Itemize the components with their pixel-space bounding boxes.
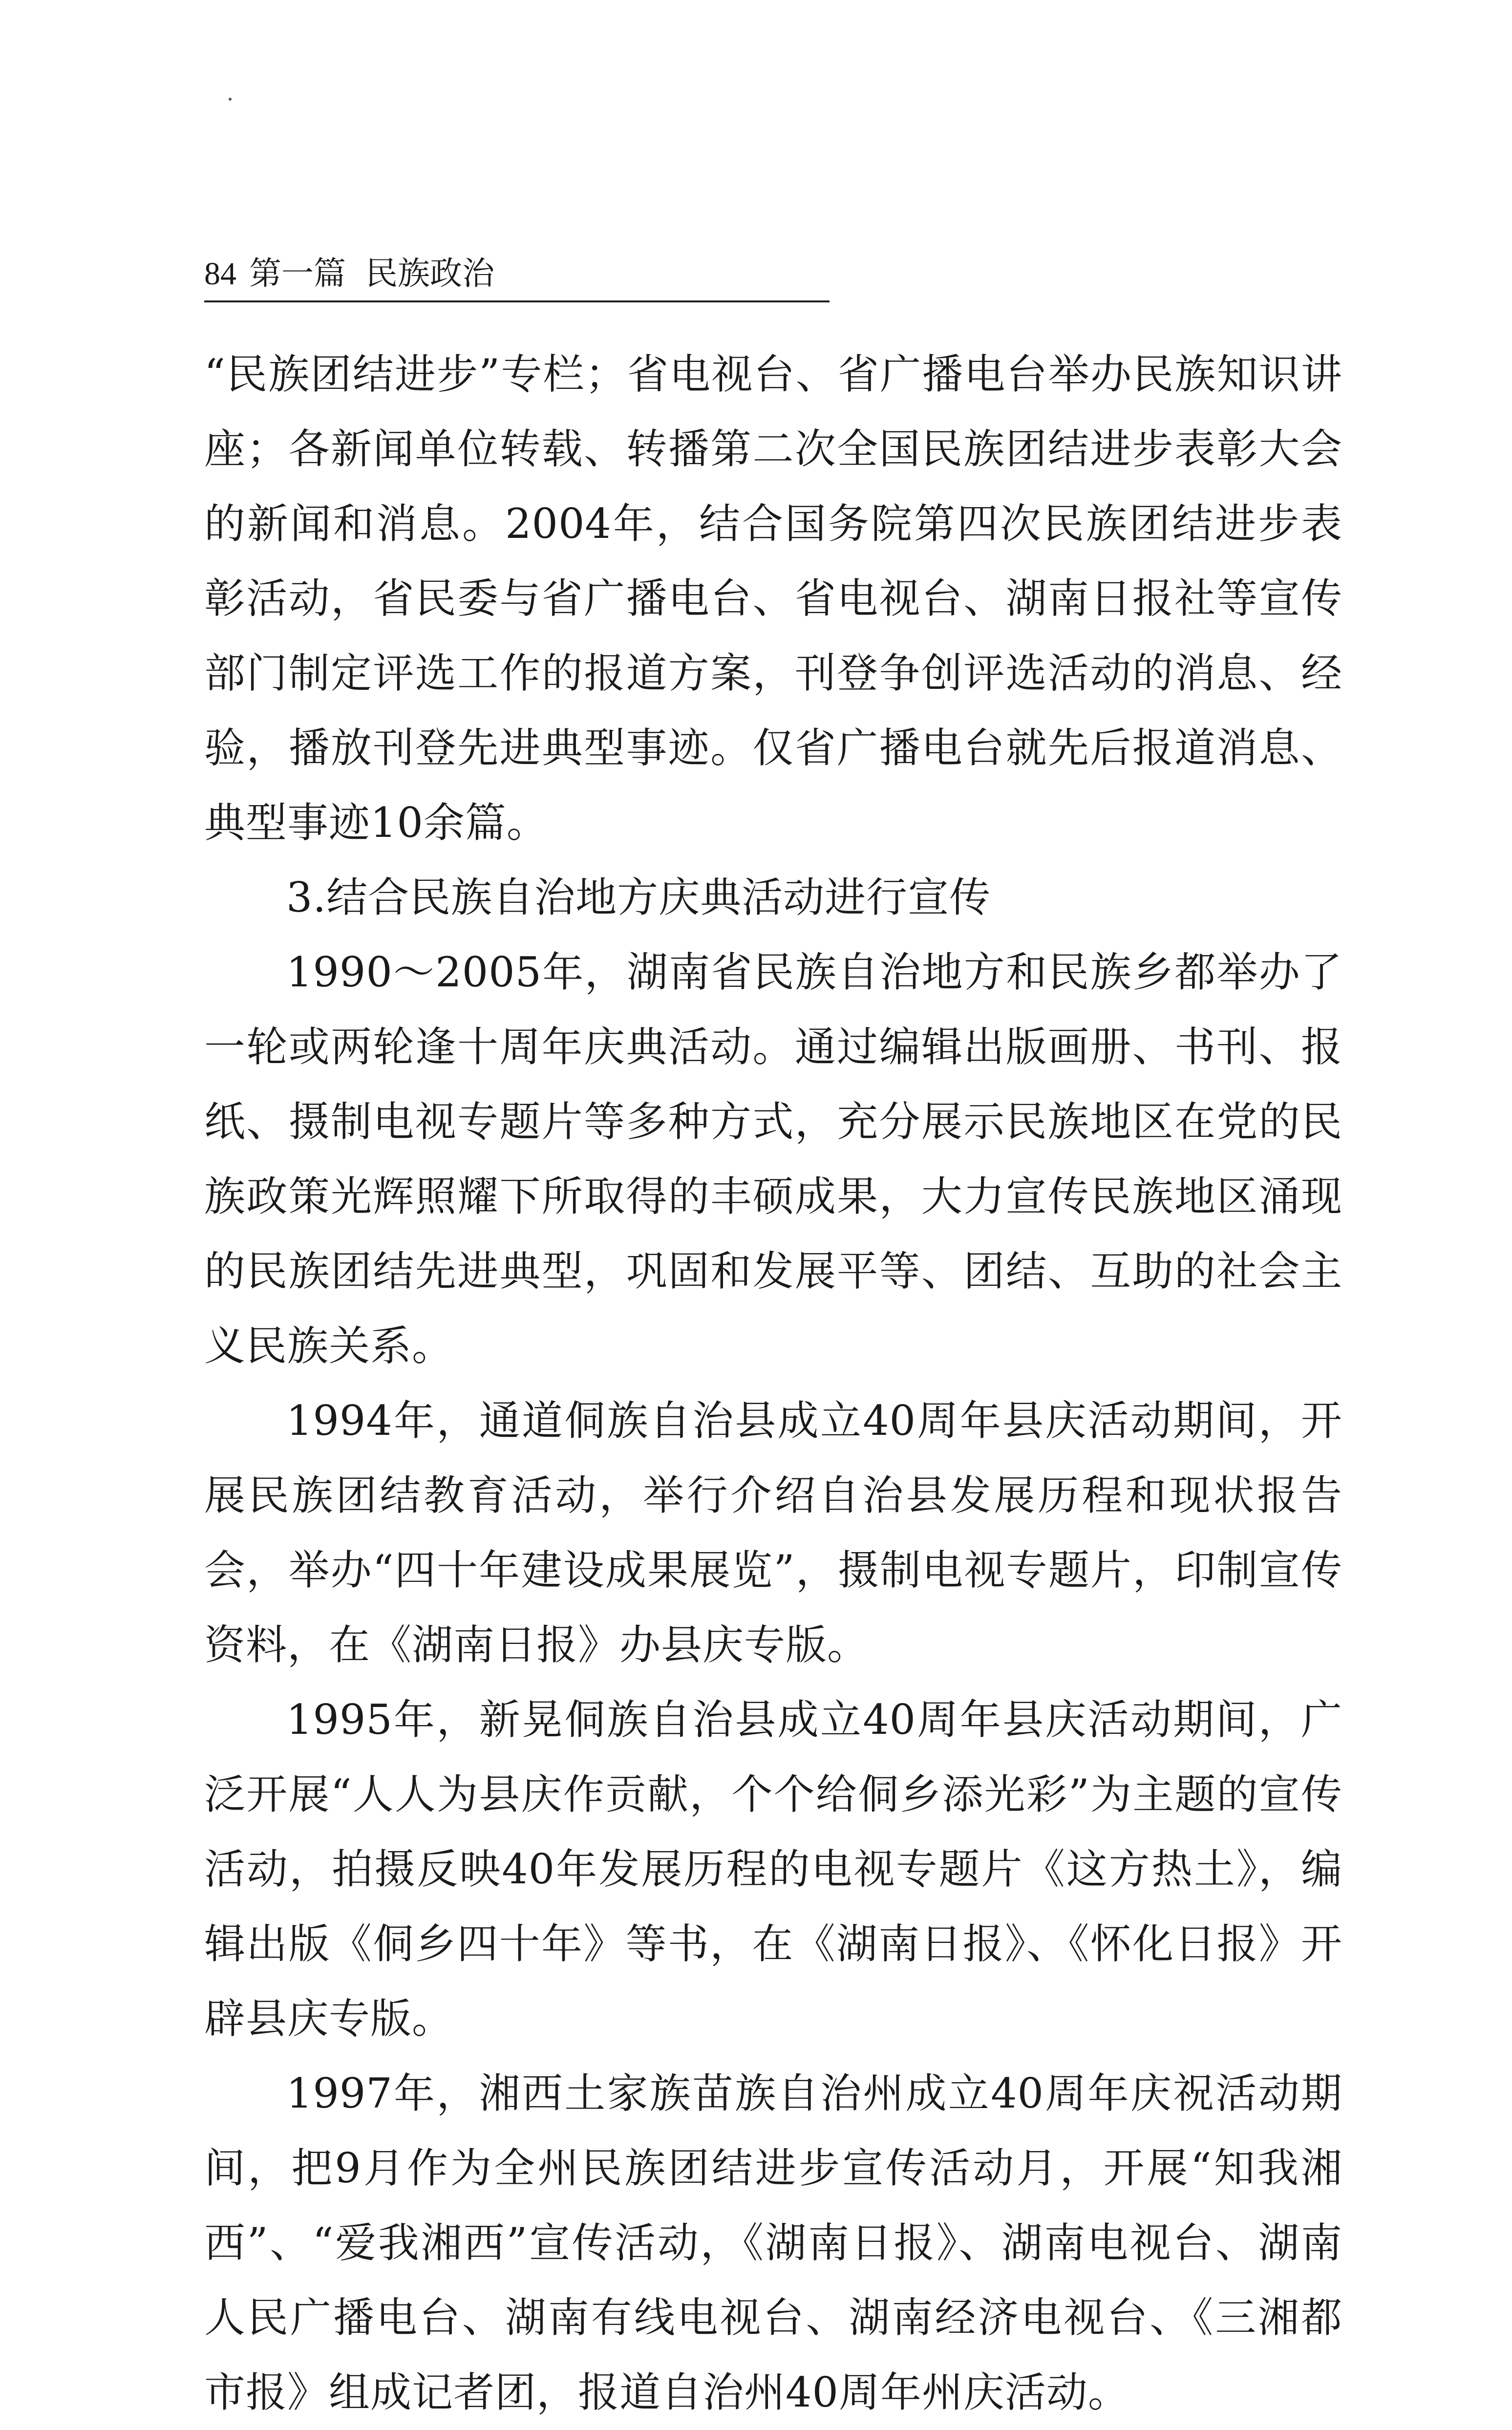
- body-text: [204, 337, 1342, 2430]
- subsection-heading: 3.结合民族自治地方庆典活动进行宣传: [286, 874, 991, 921]
- paragraph: 1995年，新晃侗族自治县成立40周年县庆活动期间，广泛开展“人人为县庆作贡献，个个给侗乡添光彩”为主题的宣传活动，拍摄反映40年发展历程的电视专题片《这方热土》，编辑出版《侗乡四十年》等书，在《湖南日报》、《怀化日报》开辟县庆专版。: [204, 1696, 1342, 2043]
- paragraph: 1990～2005年，湖南省民族自治地方和民族乡都举办了一轮或两轮逢十周年庆典活动。通过编辑出版画册、书刊、报纸、摄制电视专题片等多种方式，充分展示民族地区在党的民族政策光辉照耀下所取得的丰硕成果，大力宣传民族地区涌现的民族团结先进典型，巩固和发展平等、团结、互助的社会主义民族关系。: [204, 948, 1342, 1370]
- paragraph: 1994年，通道侗族自治县成立40周年县庆活动期间，开展民族团结教育活动，举行介绍自治县发展历程和现状报告会，举办“四十年建设成果展览”，摄制电视专题片，印制宣传资料，在《湖南日报》办县庆专版。: [204, 1397, 1342, 1669]
- page-number: 84: [204, 256, 236, 292]
- print-speck: [229, 98, 232, 101]
- part-title: 第一篇: [249, 255, 346, 292]
- running-head: [204, 247, 830, 302]
- paragraph-continued: “民族团结进步”专栏；省电视台、省广播电台举办民族知识讲座；各新闻单位转载、转播第二次全国民族团结进步表彰大会的新闻和消息。2004年，结合国务院第四次民族团结进步表彰活动，省民委与省广播电台、省电视台、湖南日报社等宣传部门制定评选工作的报道方案，刊登争创评选活动的消息、经验，播放刊登先进典型事迹。仅省广播电台就先后报道消息、典型事迹10余篇。: [204, 350, 1342, 847]
- section-title: 民族政治: [365, 255, 494, 292]
- paragraph: 1997年，湘西土家族苗族自治州成立40周年庆祝活动期间，把9月作为全州民族团结进步宣传活动月，开展“知我湘西”、“爱我湘西”宣传活动，《湖南日报》、湖南电视台、湖南人民广播电台、湖南有线电视台、湖南经济电视台、《三湘都市报》组成记者团，报道自治州40周年州庆活动。: [204, 2069, 1342, 2416]
